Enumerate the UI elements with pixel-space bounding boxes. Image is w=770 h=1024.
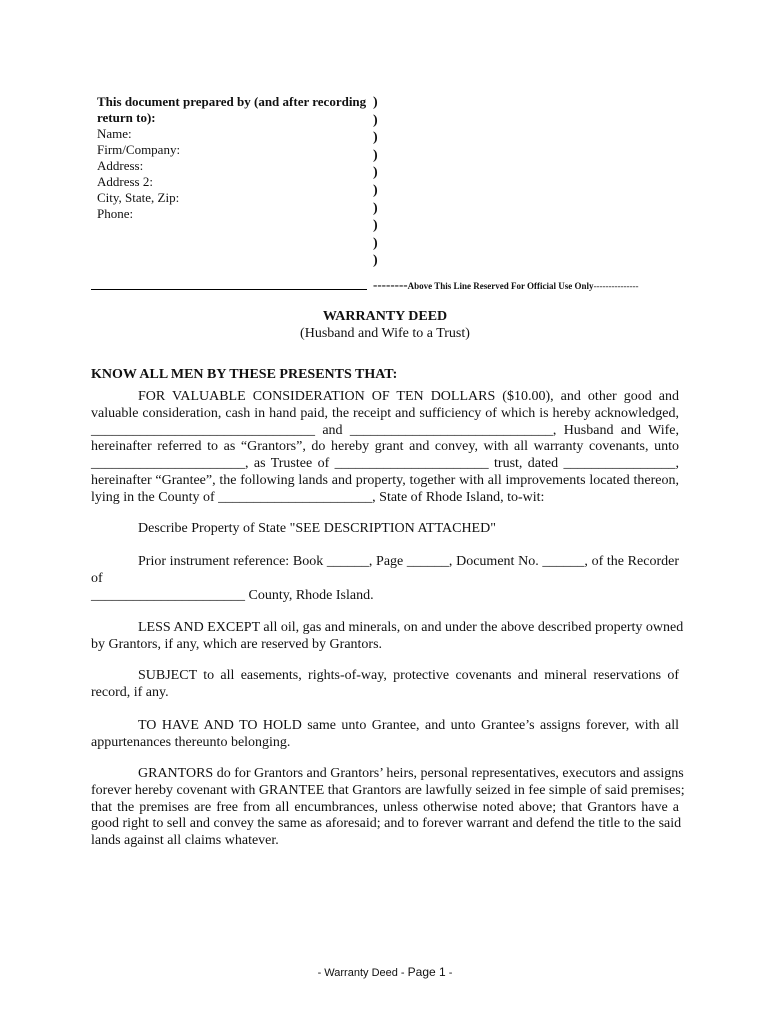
paragraph-line: FOR VALUABLE CONSIDERATION OF TEN DOLLARS ($10.00), and other good and	[138, 389, 679, 404]
paren: )	[373, 147, 378, 163]
preparer-address2-label: Address 2:	[97, 174, 153, 189]
paren: )	[373, 112, 378, 128]
paragraph-line: forever hereby covenant with GRANTEE that Grantors are lawfully seized in fee simple of said premises;	[91, 782, 685, 798]
preparer-name-label: Name:	[97, 126, 132, 141]
prior-instrument-paragraph	[91, 554, 679, 604]
paragraph-line: valuable consideration, cash in hand paid, the receipt and sufficiency of which is hereby acknowledged,	[91, 405, 679, 421]
paragraph-line: record, if any.	[91, 684, 169, 700]
paragraph-line: lying in the County of ______________________, State of Rhode Island, to-wit:	[91, 489, 545, 505]
reserved-trail-dashes: ---------------	[593, 281, 639, 291]
preparer-heading-line1: This document prepared by (and after recording	[97, 94, 367, 109]
paragraph-line: LESS AND EXCEPT all oil, gas and minerals, on and under the above described property owned	[138, 620, 684, 635]
paren: )	[373, 130, 378, 146]
reserved-text: Above This Line Reserved For Official Use Only	[407, 281, 594, 291]
consideration-paragraph	[91, 389, 679, 507]
preparer-city-state-zip-label: City, State, Zip:	[97, 190, 180, 205]
paragraph-line: ______________________ County, Rhode Island.	[91, 587, 374, 603]
document-title: WARRANTY DEED	[322, 309, 448, 324]
paragraph-line: appurtenances thereunto belonging.	[91, 734, 291, 750]
paragraph-line: TO HAVE AND TO HOLD same unto Grantee, and unto Grantee’s assigns forever, with all	[138, 718, 679, 733]
less-and-except-paragraph	[91, 620, 684, 654]
paragraph-line: hereinafter referred to as “Grantors”, do hereby grant and convey, with all warranty covenants, unto	[91, 439, 679, 455]
paragraph-line: Prior instrument reference: Book ______, Page ______, Document No. ______, of the Recorder	[138, 554, 679, 569]
paren: )	[373, 218, 378, 234]
paragraph-line: that the premises are free from all encumbrances, unless otherwise noted above; that Grantors have a	[91, 799, 679, 815]
preparer-heading-line2: return to):	[97, 110, 156, 125]
preparer-phone-label: Phone:	[97, 206, 134, 221]
preparer-block	[97, 94, 367, 222]
page-number: Page 1	[407, 965, 446, 979]
paragraph-line: lands against all claims whatever.	[91, 833, 279, 849]
paragraph-line: SUBJECT to all easements, rights-of-way, protective covenants and mineral reservations of	[138, 668, 679, 683]
paragraph-line: by Grantors, if any, which are reserved by Grantors.	[91, 636, 383, 652]
subject-to-paragraph	[91, 668, 679, 702]
paren: )	[373, 182, 378, 198]
know-all-men-heading: KNOW ALL MEN BY THESE PRESENTS THAT:	[91, 367, 398, 382]
paragraph-line: ________________________________ and _____________________________, Husband and Wife,	[91, 422, 679, 438]
paren: )	[373, 235, 378, 251]
paren: )	[373, 165, 378, 181]
paragraph-line: hereinafter “Grantee”, the following lands and property, together with all improvements located thereon,	[91, 472, 679, 488]
preparer-signature-rule	[91, 289, 367, 290]
reserved-lead-dashes: --------	[373, 277, 408, 292]
paren: )	[373, 95, 378, 110]
footer-right: -	[445, 967, 453, 979]
official-use-notice	[373, 277, 639, 293]
bracket-column	[373, 94, 378, 270]
document-subtitle: (Husband and Wife to a Trust)	[300, 326, 470, 341]
describe-property-paragraph	[91, 521, 679, 538]
paragraph-line: good right to sell and convey the same as aforesaid; and to forever warrant and defend the title to the said	[91, 816, 682, 832]
paragraph-line: Describe Property of State "SEE DESCRIPTION ATTACHED"	[138, 521, 496, 536]
covenant-paragraph	[91, 766, 685, 850]
preparer-address-label: Address:	[97, 158, 144, 173]
habendum-paragraph	[91, 718, 679, 752]
paragraph-line: GRANTORS do for Grantors and Grantors’ heirs, personal representatives, executors and assigns	[138, 766, 684, 781]
paragraph-line: ______________________, as Trustee of ______________________ trust, dated ________________,	[91, 456, 679, 472]
preparer-firm-label: Firm/Company:	[97, 142, 181, 157]
paren: )	[373, 200, 378, 216]
footer-left: - Warranty Deed -	[317, 967, 408, 979]
paragraph-line: of	[91, 570, 103, 586]
paren: )	[373, 253, 378, 269]
page-footer	[0, 965, 770, 979]
